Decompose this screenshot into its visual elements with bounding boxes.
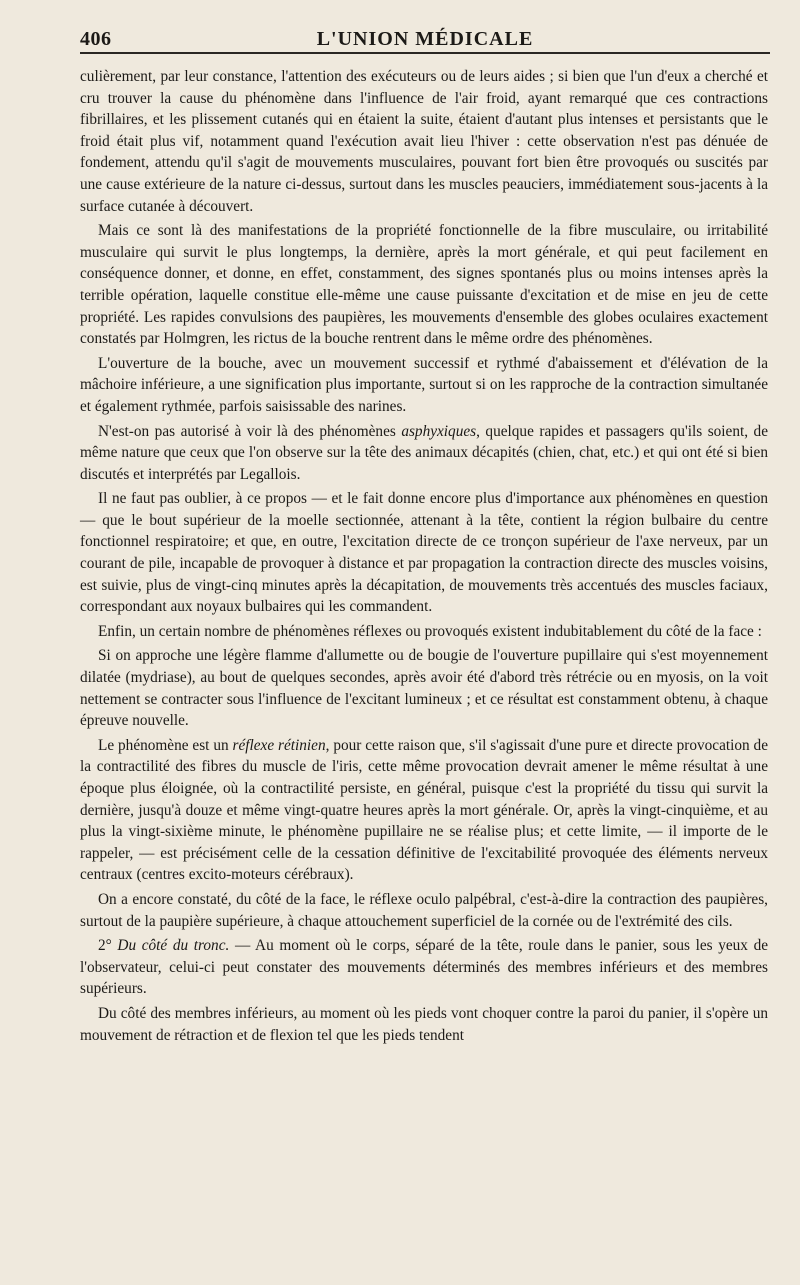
paragraph: Du côté des membres inférieurs, au moment où les pieds vont choquer contre la paroi du panier, il s'opère un mouvement de rétraction et de flexion tel que les pieds tendent xyxy=(80,1004,768,1044)
paragraph: L'ouverture de la bouche, avec un mouvement successif et rythmé d'abaissement et d'élévation de la mâchoire inférieure, a une signification plus importante, surtout si on les rapproche de la contraction simultanée et également rythmée, parfois saisissable des narines. xyxy=(80,354,768,415)
paragraph xyxy=(80,935,768,1000)
paragraph-text: 2° xyxy=(98,937,118,955)
paragraph: culièrement, par leur constance, l'attention des exécuteurs ou de leurs aides ; si bien que l'un d'eux a cherché et cru trouver la cause du phénomène dans l'influence de l'air froid, ayant remarqué que ces contractions fibrillaires, et les plissement cutanés qui en étaient la suite, étaient d'autant plus intenses et persistants que le froid était plus vif, notamment quand l'exécution avait lieu l'hiver : cette observation n'est pas dénuée de fondement, attendu qu'il s'agit de mouvements musculaires, pouvant fort bien être provoqués ou suscités par une cause extérieure de la nature ci-dessus, surtout dans les muscles peauciers, immédiatement sous-jacents à la surface cutanée à découvert. xyxy=(80,68,768,215)
page-header xyxy=(80,26,770,54)
paragraph-text: , pour cette raison que, s'il s'agissait d'une pure et directe provocation de la contractilité des fibres du muscle de l'iris, cette même provocation devrait amener le même résultat à une époque plus éloignée, où la contractilité persiste, en général, puisque c'est la propriété du tissu qui survit la dernière, jusqu'à douze et même vingt-quatre heures après la mort générale. Or, après la vingt-cinquième, et au plus la vingt-sixième minute, le phénomène pupillaire ne se réalise plus; et cette limite, — il importe de le rappeler, — est précisément celle de la cessation définitive de l'excitabilité provoquée des éléments nerveux centraux (centres excito-moteurs cérébraux). xyxy=(80,736,768,884)
body-text xyxy=(80,66,768,1046)
italic-term: asphyxiques xyxy=(401,422,477,440)
section-heading-italic: Du côté du tronc. xyxy=(117,937,230,955)
paragraph: Enfin, un certain nombre de phénomènes réflexes ou provoqués existent indubitablement du côté de la face : xyxy=(98,622,762,640)
paragraph: Si on approche une légère flamme d'allumette ou de bougie de l'ouverture pupillaire qui s'est moyennement dilatée (mydriase), au bout de quelques secondes, après avoir été d'abord très rétrécie ou en myosis, on la voit nettement se contracter sous l'influence de l'excitant lumineux ; et ce résultat est constamment obtenu, à chaque épreuve nouvelle. xyxy=(80,647,768,730)
paragraph-text: Le phénomène est un xyxy=(98,736,233,754)
italic-term: réflexe rétinien xyxy=(232,736,326,754)
journal-title: L'UNION MÉDICALE xyxy=(316,28,534,50)
paragraph: On a encore constaté, du côté de la face, le réflexe oculo palpébral, c'est-à-dire la contraction des paupières, surtout de la paupière supérieure, à chaque attouchement superficiel de la cornée ou de l'extrémité des cils. xyxy=(80,890,768,930)
paragraph-text: , quelque rapides et passagers qu'ils soient, de même nature que ceux que l'on observe sur la tête des animaux décapités (chien, chat, etc.) et qui ont été si bien discutés et interprétés par Legallois. xyxy=(80,422,768,483)
paragraph-text: — Au moment où le corps, séparé de la tête, roule dans le panier, sous les yeux de l'observateur, celui-ci peut constater des mouvements déterminés des membres inférieurs et des membres supérieurs. xyxy=(80,937,769,998)
paragraph: Il ne faut pas oublier, à ce propos — et le fait donne encore plus d'importance aux phénomènes en question — que le bout supérieur de la moelle sectionnée, attenant à la tête, contient la région bulbaire du centre fonctionnel respiratoire; et que, en outre, l'excitation directe de ce tronçon supérieur de l'axe nerveux, par un courant de pile, incapable de provoquer à distance et par propagation la contraction directe des muscles voisins, est suivie, plus de vingt-cinq minutes après la décapitation, de mouvements très accentués des muscles faciaux, correspondant aux noyaux bulbaires qui les commandent. xyxy=(80,490,768,616)
paragraph-text: N'est-on pas autorisé à voir là des phénomènes xyxy=(98,422,402,440)
page-number: 406 xyxy=(80,28,112,50)
paragraph xyxy=(80,735,768,886)
paragraph xyxy=(80,421,768,486)
paragraph: Mais ce sont là des manifestations de la propriété fonctionnelle de la fibre musculaire, ou irritabilité musculaire qui survit le plus longtemps, la dernière, après la mort générale, et qui peut facilement en conséquence donner, et donne, en effet, constamment, des signes spontanés plus ou moins intenses après la terrible opération, laquelle constitue elle-même une cause puissante d'excitation et de mise en jeu de cette propriété. Les rapides convulsions des paupières, les mouvements d'ensemble des globes oculaires exactement constatés par Holmgren, les rictus de la bouche rentrent dans le même ordre des phénomènes. xyxy=(80,222,768,348)
